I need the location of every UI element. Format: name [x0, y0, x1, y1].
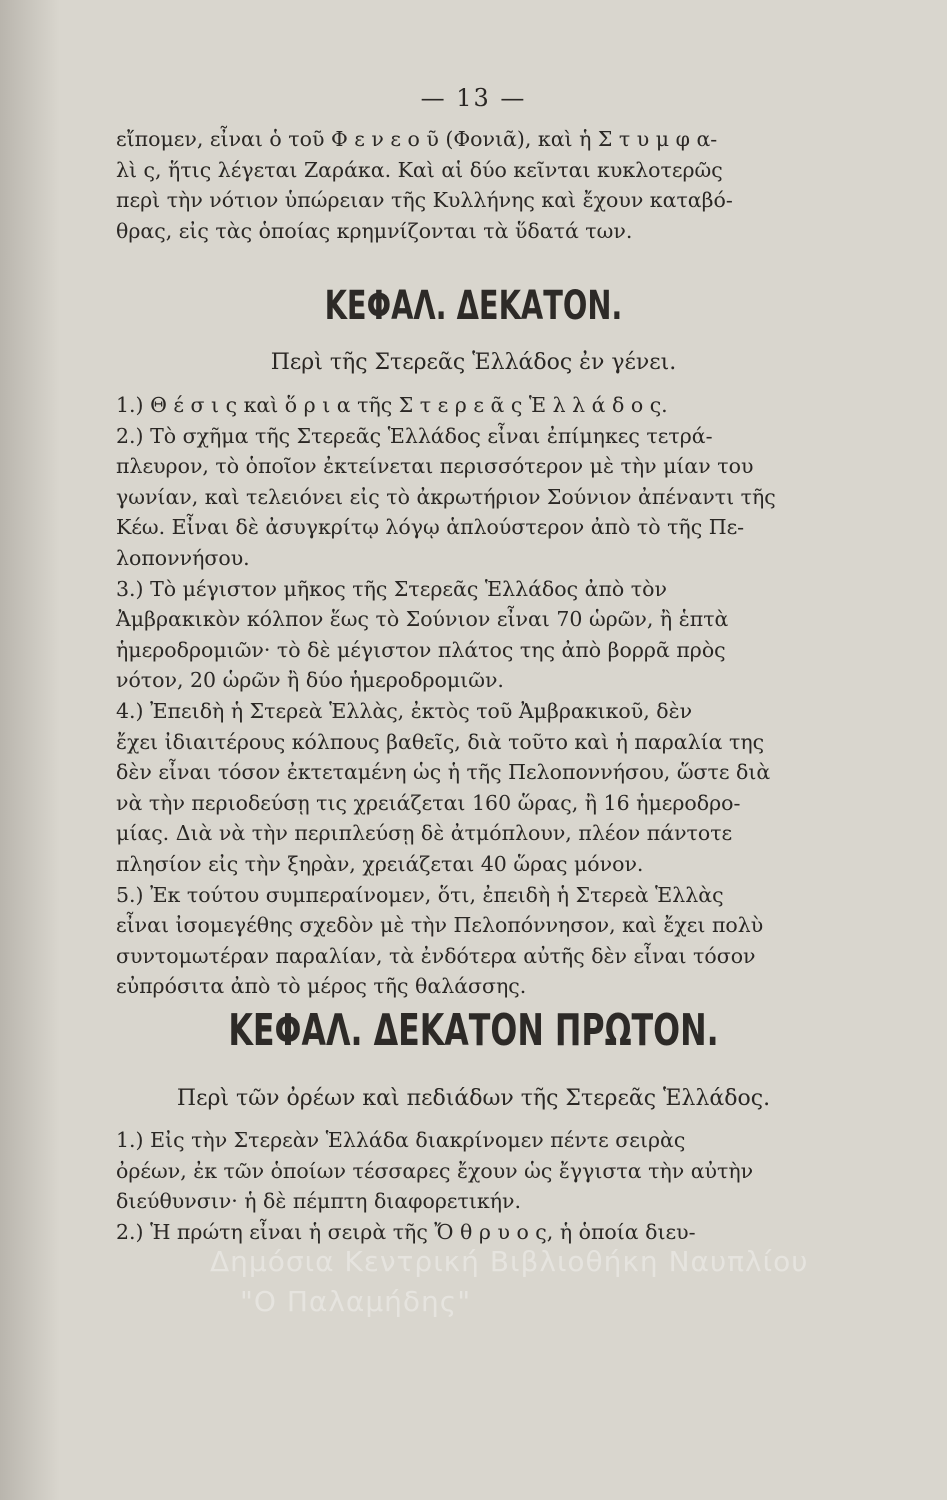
text-line: θρας, εἰς τὰς ὁποίας κρημνίζονται τὰ ὕδατά των. — [116, 218, 633, 243]
chapter-heading-10: ΚΕΦΑΛ. ΔΕΚΑΤΟΝ. — [324, 283, 623, 329]
library-watermark-line-1: Δημόσια Κεντρική Βιβλιοθήκη Ναυπλίου — [210, 1245, 809, 1278]
chapter-subtitle-10: Περὶ τῆς Στερεᾶς Ἑλλάδος ἐν γένει. — [270, 350, 677, 375]
text-line: 1.) Εἰς τὴν Στερεὰν Ἑλλάδα διακρίνομεν πέντε σειρὰς — [116, 1128, 686, 1152]
chapter-subtitle-11: Περὶ τῶν ὀρέων καὶ πεδιάδων τῆς Στερεᾶς Ἑλλάδος. — [176, 1086, 771, 1111]
paragraph-block-1 — [116, 124, 806, 246]
paragraph-block-2 — [116, 390, 806, 1002]
text-line: γωνίαν, καὶ τελειόνει εἰς τὸ ἀκρωτήριον Σούνιον ἀπέναντι τῆς — [116, 484, 776, 509]
paragraph-block-3 — [116, 1125, 806, 1247]
text-line: λὶ ς, ἥτις λέγεται Ζαράκα. Καὶ αἱ δύο κεῖνται κυκλοτερῶς — [116, 157, 723, 182]
text-line: 1.) Θ έ σ ι ς καὶ ὅ ρ ι α τῆς Σ τ ε ρ ε ᾶ ς Ἑ λ λ ά δ ο ς. — [116, 393, 668, 417]
page-gutter-shadow — [0, 0, 60, 1500]
text-line: 2.) Τὸ σχῆμα τῆς Στερεᾶς Ἑλλάδος εἶναι ἐπίμηκες τετρά- — [116, 423, 713, 448]
chapter-heading-11: ΚΕΦΑΛ. ΔΕΚΑΤΟΝ ΠΡΩΤΟΝ. — [228, 1005, 719, 1056]
text-line: περὶ τὴν νότιον ὑπώρειαν τῆς Κυλλήνης καὶ ἔχουν καταβό- — [116, 188, 733, 213]
text-line: πλησίον εἰς τὴν ξηρὰν, χρειάζεται 40 ὥρας μόνον. — [116, 851, 644, 876]
text-line: 4.) Ἐπειδὴ ἡ Στερεὰ Ἑλλὰς, ἐκτὸς τοῦ Ἀμβρακικοῦ, δὲν — [116, 698, 693, 723]
page-number: — 13 — — [420, 84, 527, 112]
text-line: Κέω. Εἶναι δὲ ἀσυγκρίτῳ λόγῳ ἁπλούστερον ἀπὸ τὸ τῆς Πε- — [116, 515, 745, 540]
text-line: νὰ τὴν περιοδεύσῃ τις χρειάζεται 160 ὥρας, ἢ 16 ἡμεροδρο- — [116, 790, 741, 815]
text-line: πλευρον, τὸ ὁποῖον ἐκτείνεται περισσότερον μὲ τὴν μίαν του — [116, 454, 754, 479]
text-line: 3.) Τὸ μέγιστον μῆκος τῆς Στερεᾶς Ἑλλάδος ἀπὸ τὸν — [116, 576, 667, 601]
library-watermark-line-2: "Ο Παλαμήδης" — [240, 1285, 472, 1318]
text-line: δὲν εἶναι τόσον ἐκτεταμένη ὡς ἡ τῆς Πελοποννήσου, ὥστε διὰ — [116, 760, 771, 785]
text-line: εὐπρόσιτα ἀπὸ τὸ μέρος τῆς θαλάσσης. — [116, 974, 527, 999]
text-line: 2.) Ἡ πρώτη εἶναι ἡ σειρὰ τῆς Ὄ θ ρ υ ο ς, ἡ ὁποία διευ- — [116, 1219, 696, 1244]
text-line: εἶναι ἰσομεγέθης σχεδὸν μὲ τὴν Πελοπόννησον, καὶ ἔχει πολὺ — [116, 913, 764, 938]
text-line: 5.) Ἐκ τούτου συμπεραίνομεν, ὅτι, ἐπειδὴ ἡ Στερεὰ Ἑλλὰς — [116, 882, 724, 907]
text-line: μίας. Διὰ νὰ τὴν περιπλεύσῃ δὲ ἀτμόπλουν, πλέον πάντοτε — [116, 821, 733, 846]
text-line: ἡμεροδρομιῶν· τὸ δὲ μέγιστον πλάτος της ἀπὸ βορρᾶ πρὸς — [116, 637, 726, 662]
text-line: Ἀμβρακικὸν κόλπον ἕως τὸ Σούνιον εἶναι 70 ὡρῶν, ἢ ἑπτὰ — [116, 607, 729, 632]
text-line: λοποννήσου. — [116, 545, 250, 570]
text-line: εἴπομεν, εἶναι ὁ τοῦ Φ ε ν ε ο ῦ (Φονιᾶ), καὶ ἡ Σ τ υ μ φ α- — [116, 127, 718, 151]
text-line: συντομωτέραν παραλίαν, τὰ ἐνδότερα αὐτῆς δὲν εἶναι τόσον — [116, 943, 756, 968]
text-line: νότον, 20 ὡρῶν ἢ δύο ἡμεροδρομιῶν. — [116, 668, 504, 693]
text-line: ὀρέων, ἐκ τῶν ὁποίων τέσσαρες ἔχουν ὡς ἔγγιστα τὴν αὐτὴν — [116, 1158, 754, 1183]
text-line: ἔχει ἰδιαιτέρους κόλπους βαθεῖς, διὰ τοῦτο καὶ ἡ παραλία της — [116, 729, 765, 754]
text-line: διεύθυνσιν· ἡ δὲ πέμπτη διαφορετικήν. — [116, 1189, 521, 1214]
